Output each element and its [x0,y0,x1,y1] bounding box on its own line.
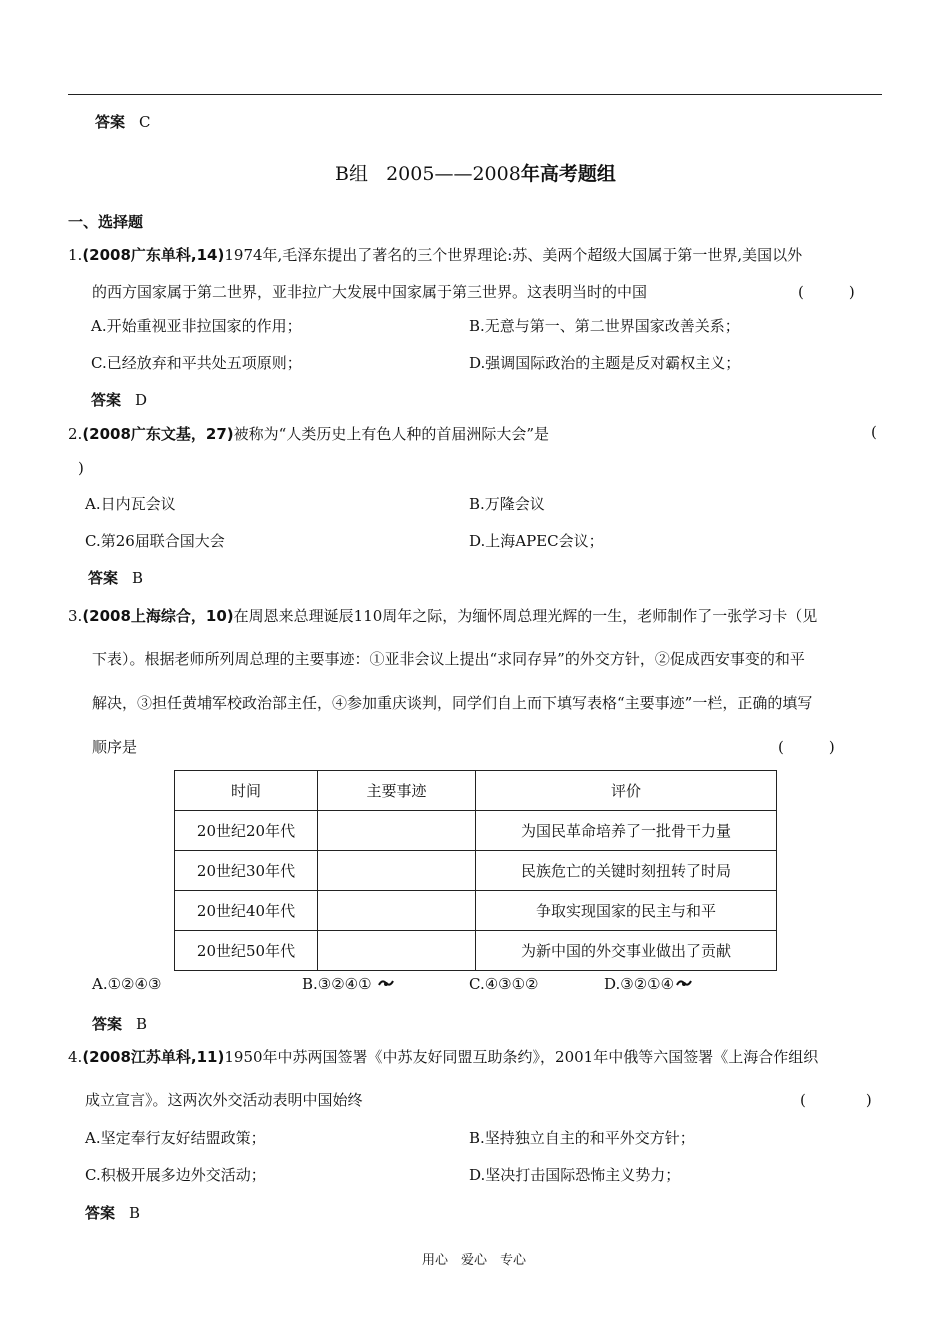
answer-label: 答案 [92,1015,123,1033]
table-cell: 20世纪20年代 [175,811,318,851]
table-header-row [175,771,777,811]
q4-paren: ( ) [800,1091,872,1109]
q2-option-c: C.第26届联合国大会 [85,532,225,550]
q1-source: (2008广东单科,14) [82,246,225,264]
q2-option-a: A.日内瓦会议 [85,495,176,513]
q4-number: 4. [68,1048,83,1066]
q2-line1 [68,423,549,444]
study-card-table [174,770,777,971]
table-cell: 20世纪30年代 [175,851,318,891]
table-row [175,851,777,891]
q1-option-d: D.强调国际政治的主题是反对霸权主义； [469,354,741,372]
q3-text1: 在周恩来总理诞辰110周年之际，为缅怀周总理光辉的一生，老师制作了一张学习卡（见 [233,607,818,625]
answer-value: B [132,569,144,587]
q2-text1: 被称为“人类历史上有色人种的首届洲际大会”是 [233,425,549,443]
q3-option-d: D.③②①④ [604,975,675,993]
answer-prev [95,111,151,132]
table-header: 主要事迹 [318,771,476,811]
ornament-icon [376,977,396,993]
table-row [175,811,777,851]
table-header: 时间 [175,771,318,811]
q1-text1: 1974年,毛泽东提出了著名的三个世界理论:苏、美两个超级大国属于第一世界,美国以外 [224,246,803,264]
q4-text1: 1950年中苏两国签署《中苏友好同盟互助条约》，2001年中俄等六国签署《上海合作组织 [224,1048,819,1066]
title-group: B组 [335,163,368,185]
q2-option-b: B.万隆会议 [469,495,545,513]
q1-option-a: A.开始重视亚非拉国家的作用； [91,317,302,335]
header-rule [68,94,882,95]
q1-answer [91,389,147,410]
q2-number: 2. [68,425,83,443]
q1-line1 [68,244,802,265]
section-heading: 一、选择题 [68,213,144,231]
section-title [335,159,616,186]
q4-line2: 成立宣言》。这两次外交活动表明中国始终 [85,1091,363,1109]
q3-source: (2008上海综合，10) [82,607,234,625]
q3-answer [92,1013,147,1034]
table-cell [318,891,476,931]
q2-option-d: D.上海APEC会议； [469,532,604,550]
answer-value: B [136,1015,148,1033]
answer-value: D [135,391,148,409]
answer-label: 答案 [85,1204,116,1222]
q1-line2: 的西方国家属于第二世界，亚非拉广大发展中国家属于第三世界。这表明当时的中国 [92,283,648,301]
answer-value: B [129,1204,141,1222]
q3-line4: 顺序是 [92,738,138,756]
q3-number: 3. [68,607,83,625]
table-cell [318,811,476,851]
q1-paren: ( ) [798,283,855,301]
table-cell: 20世纪50年代 [175,931,318,971]
answer-label: 答案 [95,113,126,131]
table-cell [318,931,476,971]
answer-value: C [139,113,151,131]
q4-line1 [68,1046,818,1067]
q2-answer [88,567,143,588]
q4-source: (2008江苏单科,11) [82,1048,225,1066]
table-row [175,891,777,931]
q3-option-a: A.①②④③ [92,975,162,993]
q3-line3: 解决，③担任黄埔军校政治部主任，④参加重庆谈判，同学们自上而下填写表格“主要事迹”一栏，正确的填写 [92,694,813,712]
q4-option-c: C.积极开展多边外交活动； [85,1166,266,1184]
answer-label: 答案 [88,569,119,587]
q2-paren-open: ( [871,423,877,441]
title-years: 2005——2008 [386,163,521,185]
q3-paren: ( ) [778,738,835,756]
table-cell: 民族危亡的关键时刻扭转了时局 [476,851,777,891]
table-row [175,931,777,971]
q4-option-d: D.坚决打击国际恐怖主义势力； [469,1166,681,1184]
table-cell: 20世纪40年代 [175,891,318,931]
q3-line1 [68,605,817,626]
table-cell: 为新中国的外交事业做出了贡献 [476,931,777,971]
q1-option-b: B.无意与第一、第二世界国家改善关系； [469,317,740,335]
q3-option-b-wrap [302,975,396,993]
q1-option-c: C.已经放弃和平共处五项原则； [91,354,302,372]
q3-option-d-wrap [604,975,694,993]
q4-option-a: A.坚定奉行友好结盟政策； [85,1129,266,1147]
q3-line2: 下表）。根据老师所列周总理的主要事迹：①亚非会议上提出“求同存异”的外交方针，②促成西安事变的和平 [92,650,805,668]
answer-label: 答案 [91,391,122,409]
table-cell [318,851,476,891]
table-cell: 为国民革命培养了一批骨干力量 [476,811,777,851]
q4-answer [85,1202,140,1223]
ornament-icon [674,977,694,993]
page-footer: 用心 爱心 专心 [422,1253,527,1268]
q2-source: (2008广东文基，27) [82,425,234,443]
title-suffix: 年高考题组 [520,163,616,185]
q2-paren-close: ) [78,459,84,477]
q3-option-c: C.④③①② [469,975,539,993]
table-header: 评价 [476,771,777,811]
q3-option-b: B.③②④① [302,975,372,993]
q4-option-b: B.坚持独立自主的和平外交方针； [469,1129,695,1147]
q1-number: 1. [68,246,83,264]
table-cell: 争取实现国家的民主与和平 [476,891,777,931]
